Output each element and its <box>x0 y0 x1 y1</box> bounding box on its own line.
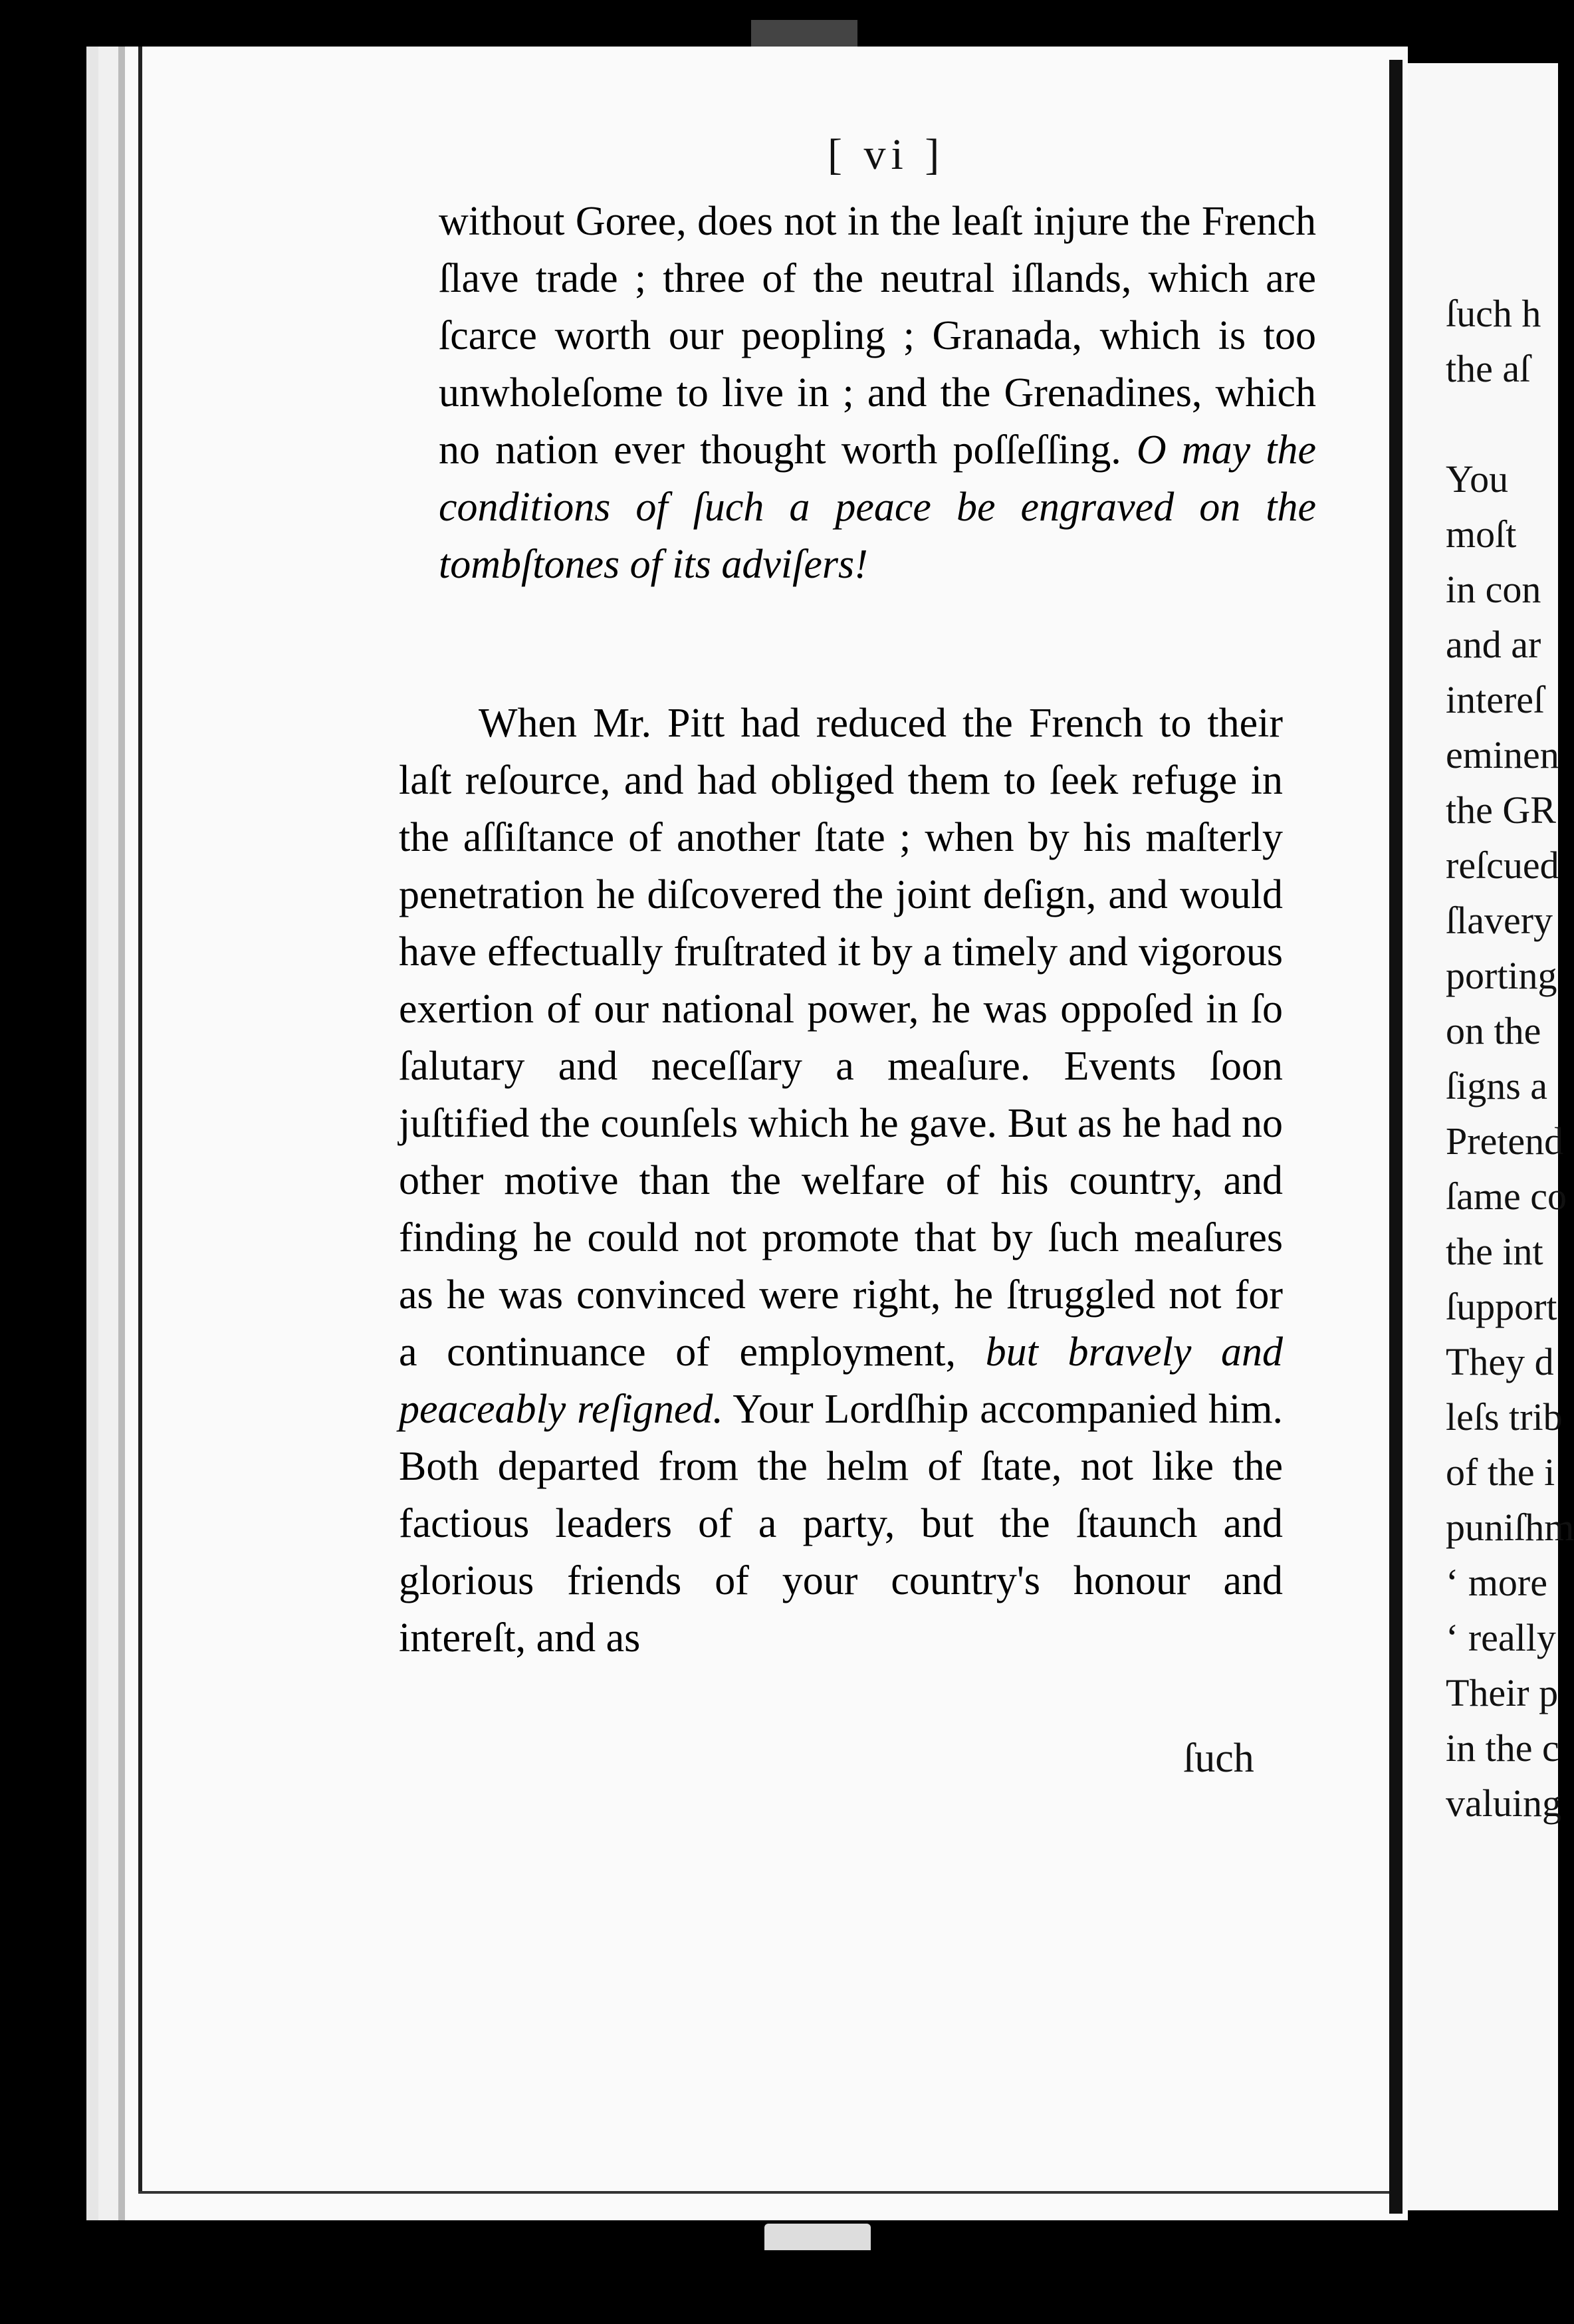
facing-line: ſlavery <box>1446 899 1553 942</box>
facing-line: puniſhm <box>1446 1506 1574 1549</box>
facing-line: valuing <box>1446 1782 1561 1825</box>
facing-line: ſame co <box>1446 1175 1567 1218</box>
paragraph-1-italic: O may the conditions of ſuch a peace be engraved on the tombſtones of its adviſers! <box>439 427 1317 587</box>
binding-tab-bottom <box>764 2224 871 2250</box>
facing-line: the int <box>1446 1230 1543 1273</box>
facing-line: eminen <box>1446 733 1559 776</box>
facing-line: moſt <box>1446 513 1517 556</box>
facing-line: ſigns a <box>1446 1064 1548 1107</box>
facing-line: the GR <box>1446 788 1556 832</box>
facing-line: in the c <box>1446 1726 1559 1770</box>
facing-line: leſs trib <box>1446 1395 1563 1439</box>
facing-line: in con <box>1446 568 1541 611</box>
binding-shadow-top <box>751 20 857 47</box>
facing-line: ‘ more <box>1446 1561 1547 1604</box>
paragraph-2-tail: Your Lordſhip accompanied him. Both departed from the helm of ſtate, not like the factious leaders of a party, but the ſtaunch and glorious friends of your country's honour and intereſt, and as <box>399 1387 1283 1661</box>
facing-line: intereſ <box>1446 678 1545 721</box>
facing-page-text <box>1446 286 1574 1831</box>
facing-line: They d <box>1446 1340 1554 1383</box>
facing-line: the aſ <box>1446 347 1531 390</box>
facing-line: ſuch h <box>1446 292 1541 335</box>
facing-line: Pretend <box>1446 1119 1564 1163</box>
catchword: ſuch <box>1183 1736 1254 1781</box>
facing-line: Their p <box>1446 1671 1559 1714</box>
paragraph-2 <box>399 695 1283 1667</box>
facing-line: and ar <box>1446 623 1541 666</box>
facing-line: on the <box>1446 1009 1541 1052</box>
facing-line: reſcued <box>1446 844 1559 887</box>
page-number: [ vi ] <box>828 130 945 179</box>
facing-line: ſupport <box>1446 1285 1557 1328</box>
paragraph-1 <box>439 193 1316 593</box>
facing-line: of the i <box>1446 1451 1555 1494</box>
facing-line: You <box>1446 457 1509 501</box>
gutter <box>1389 60 1403 2214</box>
facing-line: porting <box>1446 954 1557 997</box>
paragraph-2-italic: but bravely and peaceably reſigned. <box>399 1330 1283 1432</box>
facing-gap <box>1446 396 1574 451</box>
paragraph-2-text: When Mr. Pitt had reduced the French to their laſt reſource, and had obliged them to ſeek refuge in the aſſiſtance of another ſtate ; when by his maſterly penetration he diſcovered the joint deſign, and would have effectually fruſtrated it by a timely and vigorous exertion of our national power, he was oppoſed in ſo ſalutary and neceſſary a meaſure. Events ſoon juſtified the counſels which he gave. But as he had no other motive than the welfare of his country, and finding he could not promote that by ſuch meaſures as he was convinced were right, he ſtruggled not for a continuance of employment, <box>399 701 1283 1375</box>
facing-line: ‘ really <box>1446 1616 1556 1659</box>
paragraph-1-text: without Goree, does not in the leaſt injure the French ſlave trade ; three of the neutral iſlands, which are ſcarce worth our peopling ; Granada, which is too unwholeſome to live in ; and the Grenadines, which no nation ever thought worth poſſeſſing. <box>439 199 1316 473</box>
